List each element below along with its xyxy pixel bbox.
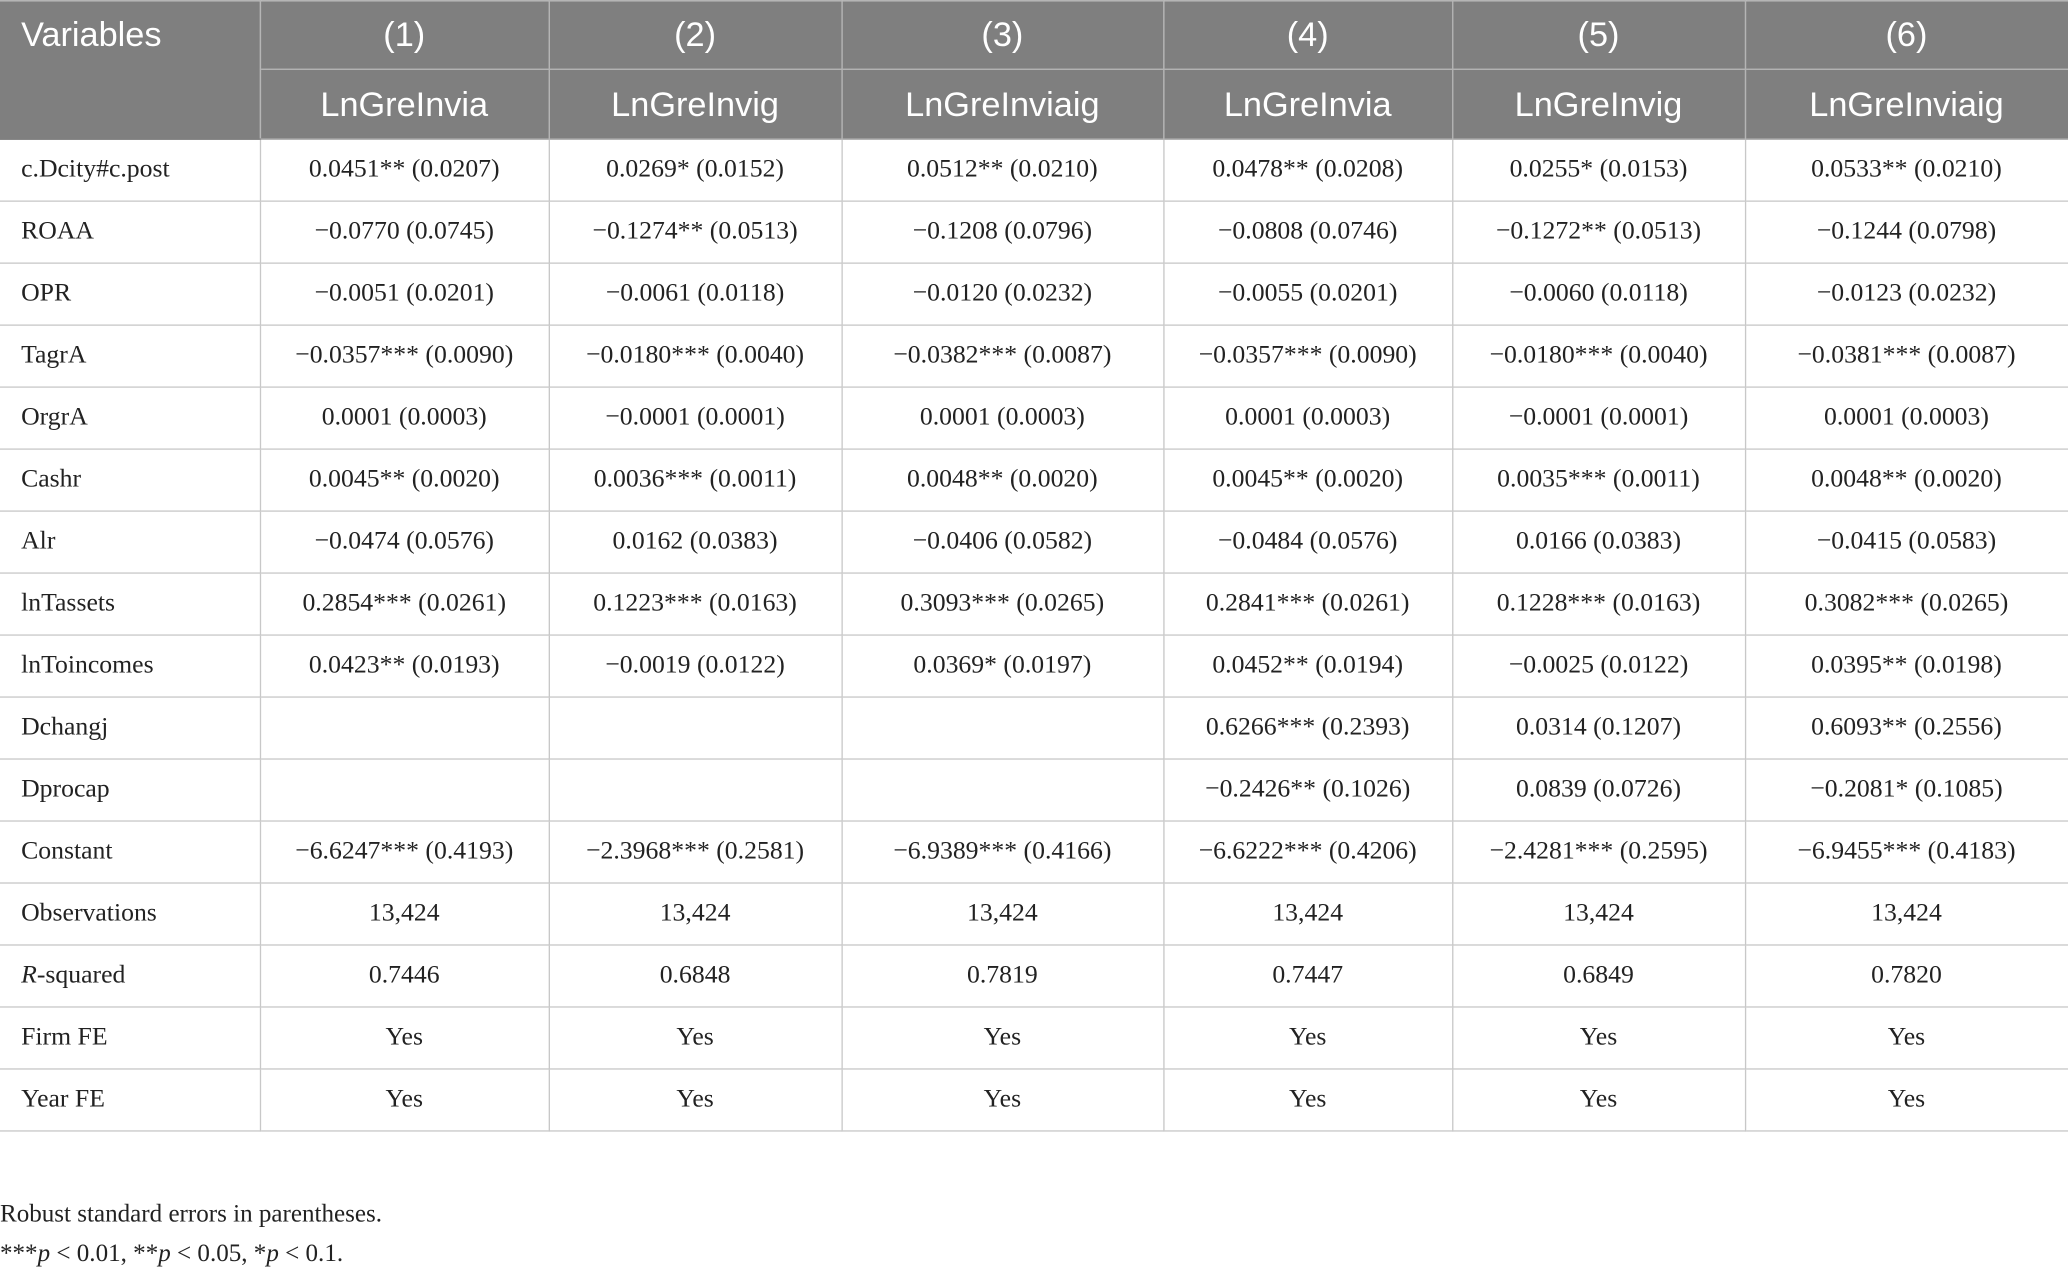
row-label-rest: -squared (36, 961, 126, 990)
table-cell: Yes (841, 1007, 1163, 1069)
table-cell: Yes (549, 1069, 842, 1131)
table-cell: 0.0395** (0.0198) (1745, 635, 2068, 697)
table-cell: 0.0478** (0.0208) (1163, 139, 1452, 201)
header-dependent-variable: LnGreInvig (1452, 69, 1745, 139)
row-label: Dprocap (0, 759, 260, 821)
table-cell: Yes (260, 1007, 549, 1069)
table-row (0, 945, 2068, 1007)
notes-significance-levels (0, 1234, 2068, 1274)
notes-part: < 0.05, * (170, 1239, 267, 1268)
table-notes (0, 1195, 2068, 1274)
table-cell: −0.0770 (0.0745) (260, 201, 549, 263)
row-label: ROAA (0, 201, 260, 263)
table-body (0, 139, 2068, 1131)
table-cell: 0.7446 (260, 945, 549, 1007)
table-cell: −0.0060 (0.0118) (1452, 263, 1745, 325)
table-cell: −2.3968*** (0.2581) (549, 821, 842, 883)
row-label: Constant (0, 821, 260, 883)
table-cell: −0.0415 (0.0583) (1745, 511, 2068, 573)
table-cell: 0.7447 (1163, 945, 1452, 1007)
header-dependent-variable: LnGreInviaig (1745, 69, 2068, 139)
table-row (0, 263, 2068, 325)
table-cell: −0.2081* (0.1085) (1745, 759, 2068, 821)
row-label: lnToincomes (0, 635, 260, 697)
table-cell: 0.0255* (0.0153) (1452, 139, 1745, 201)
table-cell: 0.0512** (0.0210) (841, 139, 1163, 201)
table-cell: Yes (1745, 1069, 2068, 1131)
table-cell: Yes (549, 1007, 842, 1069)
header-col-number: (3) (841, 1, 1163, 70)
table-cell: 0.0001 (0.0003) (1745, 387, 2068, 449)
table-cell: −0.0055 (0.0201) (1163, 263, 1452, 325)
table-cell: −6.9455*** (0.4183) (1745, 821, 2068, 883)
row-label: lnTassets (0, 573, 260, 635)
header-col-number: (6) (1745, 1, 2068, 70)
table-cell: Yes (1163, 1069, 1452, 1131)
header-col-number: (4) (1163, 1, 1452, 70)
table-cell: −6.6247*** (0.4193) (260, 821, 549, 883)
table-cell: 0.0166 (0.0383) (1452, 511, 1745, 573)
table-cell (260, 759, 549, 821)
header-dependent-variable: LnGreInviaig (841, 69, 1163, 139)
notes-standard-errors: Robust standard errors in parentheses. (0, 1200, 383, 1228)
table-cell: 13,424 (841, 883, 1163, 945)
table-cell: 0.1228*** (0.0163) (1452, 573, 1745, 635)
notes-p-symbol: p (266, 1239, 279, 1268)
row-label-italic: R (21, 961, 37, 990)
table-cell: −0.0406 (0.0582) (841, 511, 1163, 573)
header-col-number: (1) (260, 1, 549, 70)
row-label: Cashr (0, 449, 260, 511)
table-cell: −0.0025 (0.0122) (1452, 635, 1745, 697)
header-variables: Variables (0, 1, 260, 139)
header-dependent-variable: LnGreInvig (549, 69, 842, 139)
table-cell (841, 759, 1163, 821)
table-cell: Yes (1452, 1069, 1745, 1131)
header-dependent-variable: LnGreInvia (1163, 69, 1452, 139)
table-cell: 0.6849 (1452, 945, 1745, 1007)
table-cell: −0.0357*** (0.0090) (260, 325, 549, 387)
table-cell: Yes (1163, 1007, 1452, 1069)
notes-part: *** (0, 1239, 38, 1268)
table-cell: −6.6222*** (0.4206) (1163, 821, 1452, 883)
table-cell: −0.0123 (0.0232) (1745, 263, 2068, 325)
table-cell: 0.0045** (0.0020) (1163, 449, 1452, 511)
table-cell: 13,424 (260, 883, 549, 945)
table-cell: 13,424 (1452, 883, 1745, 945)
table-cell: −2.4281*** (0.2595) (1452, 821, 1745, 883)
table-row (0, 511, 2068, 573)
table-cell: 0.0048** (0.0020) (1745, 449, 2068, 511)
table-cell: 0.0036*** (0.0011) (549, 449, 842, 511)
table-cell: −0.1272** (0.0513) (1452, 201, 1745, 263)
table-header (0, 1, 2068, 139)
table-cell: 0.0048** (0.0020) (841, 449, 1163, 511)
table-cell: 0.0533** (0.0210) (1745, 139, 2068, 201)
table-cell: 0.0045** (0.0020) (260, 449, 549, 511)
row-label: Alr (0, 511, 260, 573)
table-cell: 0.0035*** (0.0011) (1452, 449, 1745, 511)
row-label: Dchangj (0, 697, 260, 759)
row-label: TagrA (0, 325, 260, 387)
notes-p-symbol: p (37, 1239, 51, 1268)
table-cell (260, 697, 549, 759)
table-row (0, 387, 2068, 449)
table-cell: 0.2854*** (0.0261) (260, 573, 549, 635)
table-cell: 0.0452** (0.0194) (1163, 635, 1452, 697)
table-cell: 0.1223*** (0.0163) (549, 573, 842, 635)
table-cell: 0.3082*** (0.0265) (1745, 573, 2068, 635)
table-row (0, 697, 2068, 759)
row-label: OPR (0, 263, 260, 325)
header-dependent-variable: LnGreInvia (260, 69, 549, 139)
table-cell: 0.0001 (0.0003) (260, 387, 549, 449)
notes-part: < 0.1. (278, 1239, 344, 1268)
table-row (0, 573, 2068, 635)
table-cell: 13,424 (1163, 883, 1452, 945)
table-cell: 0.7819 (841, 945, 1163, 1007)
table-cell: −0.0001 (0.0001) (1452, 387, 1745, 449)
table-cell: −0.2426** (0.1026) (1163, 759, 1452, 821)
table-cell: −0.0474 (0.0576) (260, 511, 549, 573)
table-cell: Yes (1452, 1007, 1745, 1069)
table-cell: −6.9389*** (0.4166) (841, 821, 1163, 883)
row-label: Year FE (0, 1069, 260, 1131)
table-cell: 0.0451** (0.0207) (260, 139, 549, 201)
table-row (0, 449, 2068, 511)
header-col-number: (2) (549, 1, 842, 70)
table-cell (549, 759, 842, 821)
table-cell: −0.0357*** (0.0090) (1163, 325, 1452, 387)
table-cell: −0.0381*** (0.0087) (1745, 325, 2068, 387)
table-cell: 0.0423** (0.0193) (260, 635, 549, 697)
table-row (0, 201, 2068, 263)
table-row (0, 325, 2068, 387)
row-label: c.Dcity#c.post (0, 139, 260, 201)
table-cell: Yes (1745, 1007, 2068, 1069)
row-label: OrgrA (0, 387, 260, 449)
table-cell: 0.6093** (0.2556) (1745, 697, 2068, 759)
table-cell: 0.0369* (0.0197) (841, 635, 1163, 697)
notes-part: < 0.01, ** (50, 1239, 159, 1268)
table-cell: 0.6848 (549, 945, 842, 1007)
table-row (0, 821, 2068, 883)
table-cell (549, 697, 842, 759)
notes-p-symbol: p (158, 1239, 171, 1268)
table-cell: 0.0269* (0.0152) (549, 139, 842, 201)
table-cell: 0.0001 (0.0003) (841, 387, 1163, 449)
table-cell: Yes (841, 1069, 1163, 1131)
table-cell: 0.0162 (0.0383) (549, 511, 842, 573)
row-label: Observations (0, 883, 260, 945)
table-cell: 0.2841*** (0.0261) (1163, 573, 1452, 635)
table-cell: −0.1244 (0.0798) (1745, 201, 2068, 263)
table-cell: 13,424 (1745, 883, 2068, 945)
table-cell: −0.0484 (0.0576) (1163, 511, 1452, 573)
table-row (0, 139, 2068, 201)
row-label (0, 945, 260, 1007)
table-cell: 0.0839 (0.0726) (1452, 759, 1745, 821)
table-row (0, 635, 2068, 697)
table-cell: Yes (260, 1069, 549, 1131)
table-cell: −0.0120 (0.0232) (841, 263, 1163, 325)
table-cell: −0.0180*** (0.0040) (549, 325, 842, 387)
table-cell: −0.0061 (0.0118) (549, 263, 842, 325)
table-cell (841, 697, 1163, 759)
table-cell: −0.1208 (0.0796) (841, 201, 1163, 263)
table-row (0, 1069, 2068, 1131)
table-cell: 0.0314 (0.1207) (1452, 697, 1745, 759)
header-row-dependent-variables (0, 69, 2068, 139)
header-row-column-numbers (0, 1, 2068, 70)
table-cell: 13,424 (549, 883, 842, 945)
table-cell: 0.7820 (1745, 945, 2068, 1007)
table-cell: 0.3093*** (0.0265) (841, 573, 1163, 635)
table-cell: −0.0180*** (0.0040) (1452, 325, 1745, 387)
table-cell: −0.0382*** (0.0087) (841, 325, 1163, 387)
table-cell: −0.1274** (0.0513) (549, 201, 842, 263)
table-cell: 0.0001 (0.0003) (1163, 387, 1452, 449)
table-cell: 0.6266*** (0.2393) (1163, 697, 1452, 759)
table-cell: −0.0019 (0.0122) (549, 635, 842, 697)
row-label: Firm FE (0, 1007, 260, 1069)
table-row (0, 883, 2068, 945)
table-row (0, 759, 2068, 821)
header-col-number: (5) (1452, 1, 1745, 70)
table-cell: −0.0808 (0.0746) (1163, 201, 1452, 263)
table-row (0, 1007, 2068, 1069)
table-cell: −0.0051 (0.0201) (260, 263, 549, 325)
table-cell: −0.0001 (0.0001) (549, 387, 842, 449)
